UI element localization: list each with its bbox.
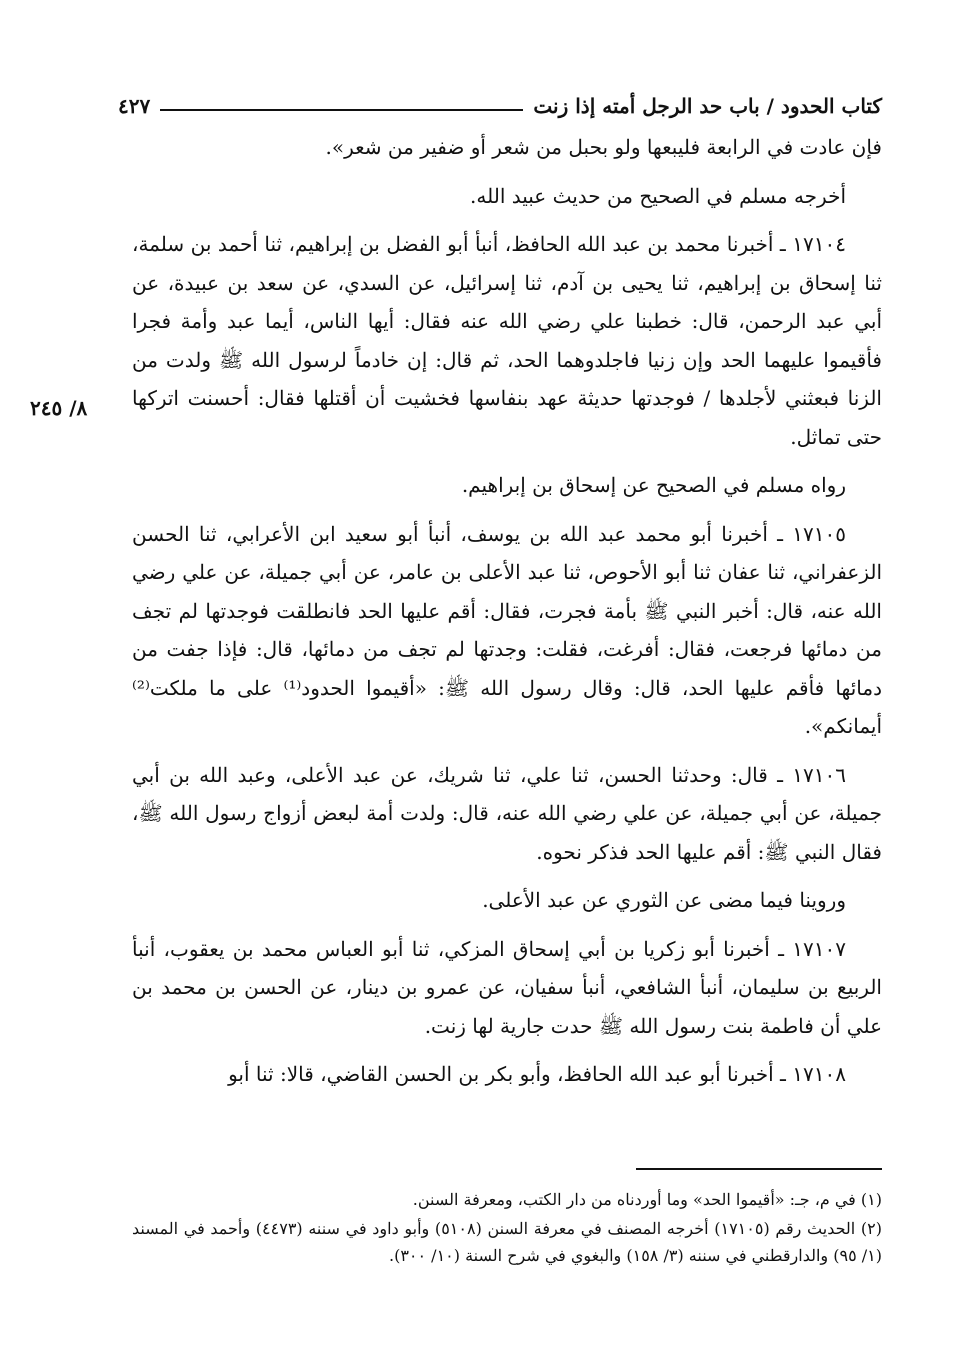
- header-rule: [160, 109, 523, 111]
- footnote: (١) في م، جـ: «أقيموا الحد» وما أوردناه من دار الكتب، ومعرفة السنن.: [412, 1190, 882, 1209]
- footnotes: [132, 1186, 882, 1271]
- paragraph: فإن عادت في الرابعة فليبعها ولو بحبل من شعر أو ضفير من شعر».: [325, 135, 882, 159]
- running-header: [118, 84, 882, 118]
- header-title: كتاب الحدود / باب حد الرجل أمته إذا زنت: [533, 94, 882, 118]
- paragraph: وروينا فيما مضى عن الثوري عن عبد الأعلى.: [482, 888, 846, 912]
- paragraph: ١٧١٠٧ ـ أخبرنا أبو زكريا بن أبي إسحاق المزكي، ثنا أبو العباس محمد بن يعقوب، أنبأ الربيع بن سليمان، أنبأ الشافعي، أنبأ سفيان، عن عمرو بن دينار، عن الحسن بن محمد بن علي أن فاطمة بنت رسول الله ﷺ حدت جارية لها زنت.: [132, 936, 882, 1038]
- paragraph: أخرجه مسلم في الصحيح من حديث عبيد الله.: [470, 183, 846, 208]
- main-text: [132, 128, 882, 1104]
- page-number: ٤٢٧: [118, 94, 151, 118]
- paragraph: رواه مسلم في الصحيح عن إسحاق بن إبراهيم.: [461, 473, 846, 497]
- margin-reference: ٨/ ٢٤٥: [30, 396, 88, 420]
- footnote-divider: [636, 1168, 882, 1170]
- paragraph: ١٧١٠٥ ـ أخبرنا أبو محمد عبد الله بن يوسف، أنبأ أبو سعيد ابن الأعرابي، ثنا الحسن الزعفراني، ثنا عفان ثنا أبو الأحوص، ثنا عبد الأعلى بن عامر، عن أبي جميلة، عن علي رضي الله عنه، قال: أخبر النبي ﷺ بأمة فجرت، فقال: أقم عليها الحد فانطلقت فوجدتها لم تجف من دمائها فرجعت، فقال: أفرغت، فقلت: وجدتها لم تجف من دمائها، قال: فإذا جفت من دمائها فأقم عليها الحد، قال: وقال رسول الله ﷺ: «أقيموا الحدود⁽¹⁾ على ما ملكت⁽²⁾ أيمانكم».: [132, 521, 882, 738]
- paragraph: ١٧١٠٦ ـ قال: وحدثنا الحسن، ثنا علي، ثنا شريك، عن عبد الأعلى، وعبد الله بن أبي جميلة، عن أبي جميلة، عن علي رضي الله عنه، قال: ولدت أمة لبعض أزواج رسول الله ﷺ، فقال النبي ﷺ: أقم عليها الحد فذكر نحوه.: [132, 762, 882, 864]
- paragraph: ١٧١٠٨ ـ أخبرنا أبو عبد الله الحافظ، وأبو بكر بن الحسن القاضي، قالا: ثنا أبو: [228, 1062, 846, 1086]
- footnote: (٢) الحديث رقم (١٧١٠٥) أخرجه المصنف في معرفة السنن (٥١٠٨) وأبو داود في سننه (٤٤٧٣) وأحمد في المسند (١/ ٩٥) والدارقطني في سننه (٣/ ١٥٨) والبغوي في شرح السنة (١٠/ ٣٠٠).: [132, 1219, 883, 1265]
- paragraph: ١٧١٠٤ ـ أخبرنا محمد بن عبد الله الحافظ، أنبأ أبو الفضل بن إبراهيم، ثنا أحمد بن سلمة، ثنا إسحاق بن إبراهيم، ثنا يحيى بن آدم، ثنا إسرائيل، عن السدي، عن سعد بن عبيدة، عن أبي عبد الرحمن، قال: خطبنا علي رضي الله عنه فقال: أيها الناس، أيما عبد وأمة فجرا فأقيموا عليهما الحد وإن زنيا فاجلدوهما الحد، ثم قال: إن خادماً لرسول الله ﷺ ولدت من الزنا فبعثني لأجلدها / فوجدتها حديثة عهد بنفاسها فخشيت أن أقتلها فقال: أحسنت اتركها حتى تماثل.: [132, 232, 882, 449]
